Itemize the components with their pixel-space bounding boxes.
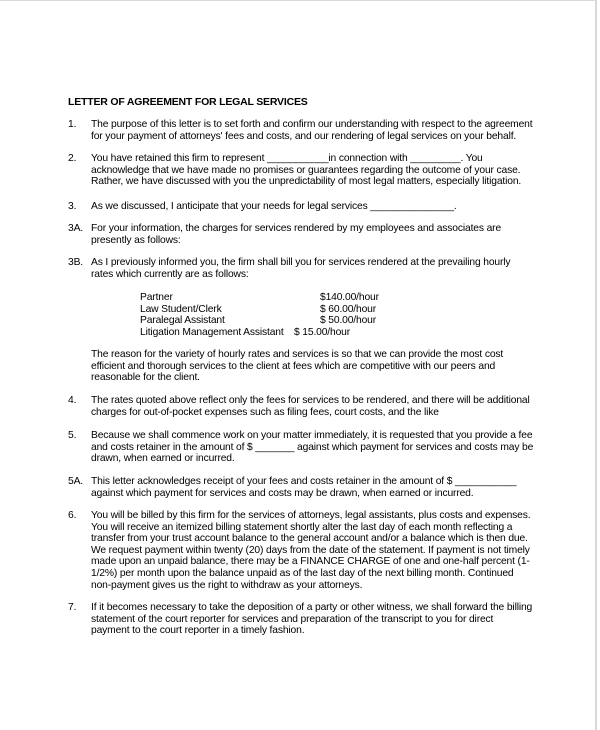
paragraph-line: for your payment of attorneys' fees and costs, and our rendering of legal services on your behalf.: [91, 130, 517, 142]
paragraph-line: For your information, the charges for services rendered by my employees and associates are: [91, 223, 502, 234]
paragraph-line: drawn, when earned or incurred.: [91, 453, 235, 465]
paragraph-line: payment to the court reporter in a timely fashion.: [91, 625, 305, 637]
agreement-paragraph: [68, 153, 548, 188]
rate-role: Law Student/Clerk: [140, 303, 222, 315]
paragraph-line: Rather, we have discussed with you the unpredictability of most legal matters, especially litigation.: [91, 176, 522, 188]
rate-amount: $ 50.00/hour: [320, 315, 377, 327]
paragraph-line: against which payment for services and costs may be drawn, when earned or incurred.: [91, 487, 474, 499]
paragraph-line: Because we shall commence work on your matter immediately, it is requested that you provide a fee: [91, 430, 533, 441]
paragraph-line: charges for out-of-pocket expenses such as filing fees, court costs, and the like: [91, 406, 439, 418]
paragraph-number: 4.: [68, 395, 77, 406]
agreement-paragraph: [68, 510, 548, 591]
paragraph-line: statement of the court reporter for services and preparation of the transcript to you for direct: [91, 613, 494, 625]
paragraph-line: As we discussed, I anticipate that your needs for legal services _______________.: [91, 201, 457, 212]
paragraph-line: We request payment within twenty (20) days from the date of the statement. If payment is not timely: [91, 544, 530, 556]
document-title: LETTER OF AGREEMENT FOR LEGAL SERVICES: [68, 96, 308, 108]
paragraph-number: 7.: [68, 602, 77, 613]
rate-role: Partner: [140, 292, 173, 303]
paragraph-number: 3A.: [68, 223, 84, 234]
paragraph-number: 6.: [68, 510, 77, 521]
rate-amount: $ 15.00/hour: [294, 326, 351, 338]
paragraph-line: presently as follows:: [91, 234, 181, 246]
rate-row: [140, 292, 379, 304]
agreement-paragraph: [68, 430, 548, 465]
agreement-paragraph: [68, 395, 548, 418]
paragraph-number: 3B.: [68, 257, 84, 268]
paragraph-number: 5.: [68, 430, 77, 441]
paragraph-number: 2.: [68, 153, 77, 164]
paragraph-line: reasonable for the client.: [91, 372, 200, 384]
rate-amount: $ 60.00/hour: [320, 303, 377, 315]
paragraph-line: non-payment gives us the right to withdraw as your attorneys.: [91, 579, 363, 591]
paragraph-line: If it becomes necessary to take the deposition of a party or other witness, we shall forward the billing: [91, 602, 533, 613]
paragraph-line: and costs retainer in the amount of $ _______ against which payment for services and costs may be: [91, 441, 534, 453]
paragraph-number: 1.: [68, 119, 77, 130]
paragraph-line: efficient and thorough services to the client at fees which are competitive with our peers and: [91, 360, 496, 372]
rates-table: [140, 292, 379, 338]
agreement-paragraph: [68, 201, 548, 213]
agreement-paragraph: [68, 257, 548, 280]
rate-row: [140, 303, 377, 316]
paragraph-number: 5A.: [68, 476, 84, 487]
paragraph-line: The rates quoted above reflect only the fees for services to be rendered, and there will be additional: [91, 395, 530, 406]
paragraph-number: 3.: [68, 201, 77, 212]
rate-row: [140, 326, 351, 339]
rate-role: Paralegal Assistant: [140, 315, 225, 327]
paragraph-line: You will be billed by this firm for the services of attorneys, legal assistants, plus costs and expenses.: [91, 510, 531, 521]
paragraph-line: The reason for the variety of hourly rates and services is so that we can provide the most cost: [91, 349, 504, 360]
paragraph-line: The purpose of this letter is to set forth and confirm our understanding with respect to the agreement: [91, 119, 533, 130]
paragraph-line: rates which currently are as follows:: [91, 268, 249, 280]
paragraph-line: As I previously informed you, the firm shall bill you for services rendered at the prevailing hourly: [91, 257, 511, 268]
paragraph-line: transfer from your trust account balance to the general account and/or a balance which is then due.: [91, 533, 528, 545]
paragraph-line: You have retained this firm to represent ___________in connection with _________. You: [91, 153, 483, 164]
agreement-paragraph: [68, 223, 548, 246]
agreement-paragraph: [68, 476, 548, 499]
agreement-paragraph: [68, 349, 548, 384]
agreement-paragraph: [68, 119, 548, 142]
rate-role: Litigation Management Assistant: [140, 326, 284, 338]
paragraph-line: 1/2%) per month upon the balance unpaid as of the last day of the next billing month. Continued: [91, 567, 514, 579]
paragraph-line: This letter acknowledges receipt of your fees and costs retainer in the amount of $ ___________: [91, 476, 517, 487]
paragraph-line: You will receive an itemized billing statement shortly alter the last day of each month reflecting a: [91, 521, 513, 533]
paragraph-line: acknowledge that we have made no promises or guarantees regarding the outcome of your case.: [91, 164, 521, 176]
agreement-paragraph: [68, 602, 548, 637]
rate-row: [140, 315, 377, 327]
paragraph-line: made upon an unpaid balance, there may be a FINANCE CHARGE of one and one-half percent (1-: [91, 556, 530, 568]
rate-amount: $140.00/hour: [320, 292, 379, 303]
